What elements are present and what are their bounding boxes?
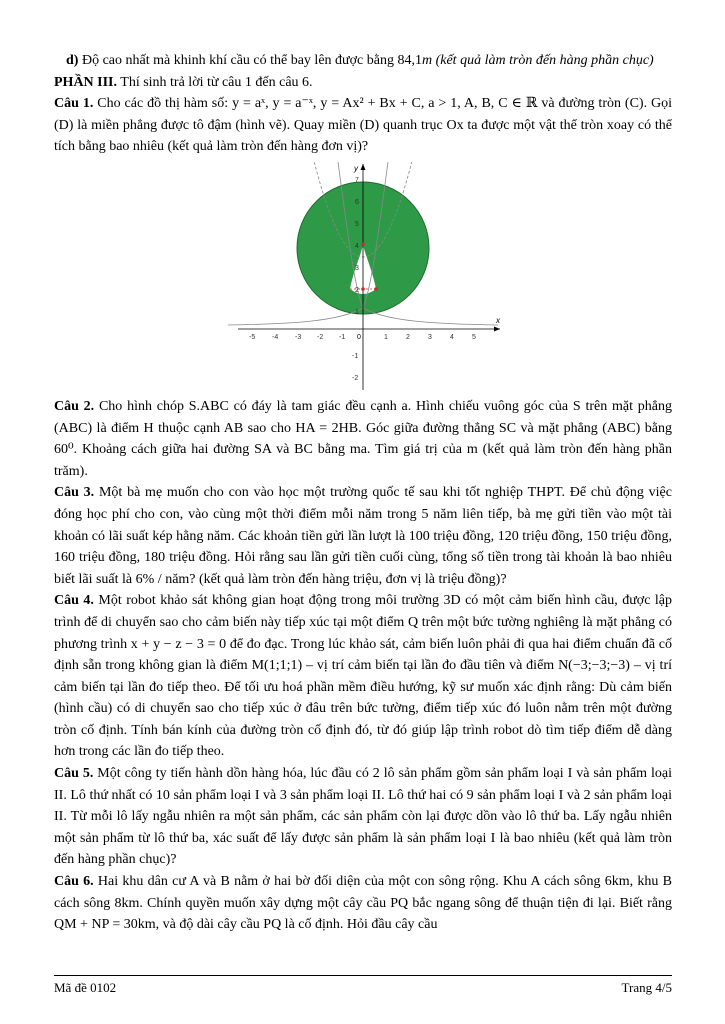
exam-code: Mã đề 0102 [54,980,117,995]
item-label: d) [66,53,79,68]
question-label: Câu 2. [54,398,95,414]
page-number: Trang 4/5 [621,980,672,995]
question-text: Một công ty tiến hành dồn hàng hóa, lúc đầu có 2 lô sản phẩm gồm sản phẩm loại I và sản phẩm loại II. Lô thứ nhất có 10 sản phẩm loại I và 3 sản phẩm loại II. Lô thứ hai có 9 sản phẩm loại I và 2 sản phẩm loại II. Từ mỗi lô lấy ngẫu nhiên ra một sản phẩm, các sản phẩm còn lại được dồn vào lô thứ ba. Lấy ngẫu nhiên một sản phẩm từ lô thứ ba, xác suất để lấy được sản phẩm là sản phẩm loại I là bao nhiêu (kết quả làm tròn đến hàng phần chục)? [54,766,673,868]
y-tick: 5 [355,220,359,228]
x-tick: -2 [317,333,324,341]
graph-figure [54,162,672,392]
question-label: Câu 4. [54,593,94,609]
x-axis-arrow [494,326,500,331]
question-3 [54,482,672,590]
x-tick: -3 [295,333,302,341]
top-item [54,50,672,72]
y-tick: 1 [355,308,359,316]
origin-label: 0 [357,333,361,341]
question-label: Câu 6. [54,874,94,890]
y-tick: 6 [355,198,359,206]
y-tick: 3 [355,264,359,272]
item-unit: m [421,53,433,68]
point-0-2 [361,287,365,291]
page-footer [54,975,672,996]
question-text: Hai khu dân cư A và B nằm ở hai bờ đối diện của một con sông rộng. Khu A cách sông 6km, khu B cách sông 8km. Chính quyền muốn xây dựng một cây cầu PQ bắc ngang sông để thuận tiện đi lại. Biết rằng QM + NP = 30km, và độ dài cây cầu PQ là cố định. Hỏi đầu cây cầu [54,874,672,933]
question-2 [54,396,672,482]
x-tick: 1 [384,333,388,341]
question-text: Một bà mẹ muốn cho con vào học một trường quốc tế sau khi tốt nghiệp THPT. Để chủ động việc đóng học phí cho con, vào cùng một thời điểm mỗi năm trong 5 năm liên tiếp, bà mẹ gửi tiền vào một tài khoản có lãi suất kép hằng năm. Các khoản tiền gửi lần lượt là 100 triệu đồng, 120 triệu đồng, 150 triệu đồng, 160 triệu đồng, 180 triệu đồng. Hỏi rằng sau lần gửi tiền cuối cùng, tổng số tiền trong tài khoản là bao nhiêu biết lãi suất là 6% / năm? (kết quả làm tròn đến hàng triệu, đơn vị là triệu đồng)? [54,485,672,587]
x-tick: 5 [472,333,476,341]
question-5 [54,763,672,871]
graph-svg [218,162,508,392]
question-4 [54,590,672,763]
y-tick: 2 [355,286,359,294]
x-tick: -1 [339,333,346,341]
x-tick: 3 [428,333,432,341]
question-6 [54,871,672,936]
y-tick: -2 [352,374,359,382]
x-tick: -4 [272,333,279,341]
x-tick: 2 [406,333,410,341]
document-page [54,50,672,936]
x-axis-label: x [496,315,500,325]
y-tick: 7 [355,176,359,184]
section-text: Thí sinh trả lời từ câu 1 đến câu 6. [120,74,313,90]
y-axis-label: y [354,163,358,173]
question-text: Một robot khảo sát không gian hoạt động trong môi trường 3D có một cảm biến hình cầu, được lập trình để di chuyển sao cho cảm biến này tiếp xúc tại một điểm Q trên một bức tường nghiêng là mặt phẳng có phương trình x + y − z − 3 = 0 để đo đạc. Trong lúc khảo sát, cảm biến luôn phải đi qua hai điểm chuẩn đã cố định sẵn trong không gian là điểm M(1;1;1) – vị trí cảm biến tại lần đo đầu tiên và điểm N(−3;−3;−3) – vị trí cảm biến tại lần đo tiếp theo. Để tối ưu hoá phần mềm điều hướng, kỹ sư muốn xác định rằng: Dù cảm biến (hình cầu) có di chuyển sao cho tiếp xúc ở đâu trên bức tường, điểm tiếp xúc đó luôn nằm trên một đường tròn cố định. Tính bán kính của đường tròn cố định đó, từ đó giúp lập trình robot dò tìm tiếp điểm dễ dàng hơn trong các lần đo tiếp theo. [54,593,673,760]
x-tick: 4 [450,333,454,341]
point-right [374,287,378,291]
item-text: Độ cao nhất mà khinh khí cầu có thể bay lên được bằng 84,1 [81,53,422,68]
x-tick-labels [249,334,476,341]
section-title: PHẦN III. [54,74,118,90]
question-label: Câu 3. [54,485,95,501]
y-tick: -1 [352,352,359,360]
item-note: (kết quả làm tròn đến hàng phần chục) [435,53,654,68]
point-0-4 [361,242,365,246]
y-axis-arrow [361,164,366,170]
y-tick: 4 [355,242,359,250]
question-text: Cho hình chóp S.ABC có đáy là tam giác đều cạnh a. Hình chiếu vuông góc của S trên mặt phẳng (ABC) là điểm H thuộc cạnh AB sao cho HA = 2HB. Góc giữa đường thẳng SC và mặt phẳng (ABC) bằng 60⁰. Khoảng cách giữa hai đường SA và BC bằng ma. Tìm giá trị của m (kết quả làm tròn đến hàng phần trăm). [54,398,672,479]
x-tick: -5 [249,333,256,341]
section-heading [54,72,672,94]
question-label: Câu 1. [54,96,94,112]
question-text: Cho các đồ thị hàm số: y = aˣ, y = a⁻ˣ, y = Ax² + Bx + C, a > 1, A, B, C ∈ ℝ và đường tròn (C). Gọi (D) là miền phẳng được tô đậm (hình vẽ). Quay miền (D) quanh trục Ox ta được một vật thể tròn xoay có thể tích bằng bao nhiêu (kết quả làm tròn đến hàng đơn vị)? [54,96,673,155]
question-label: Câu 5. [54,766,94,782]
question-1 [54,93,672,158]
